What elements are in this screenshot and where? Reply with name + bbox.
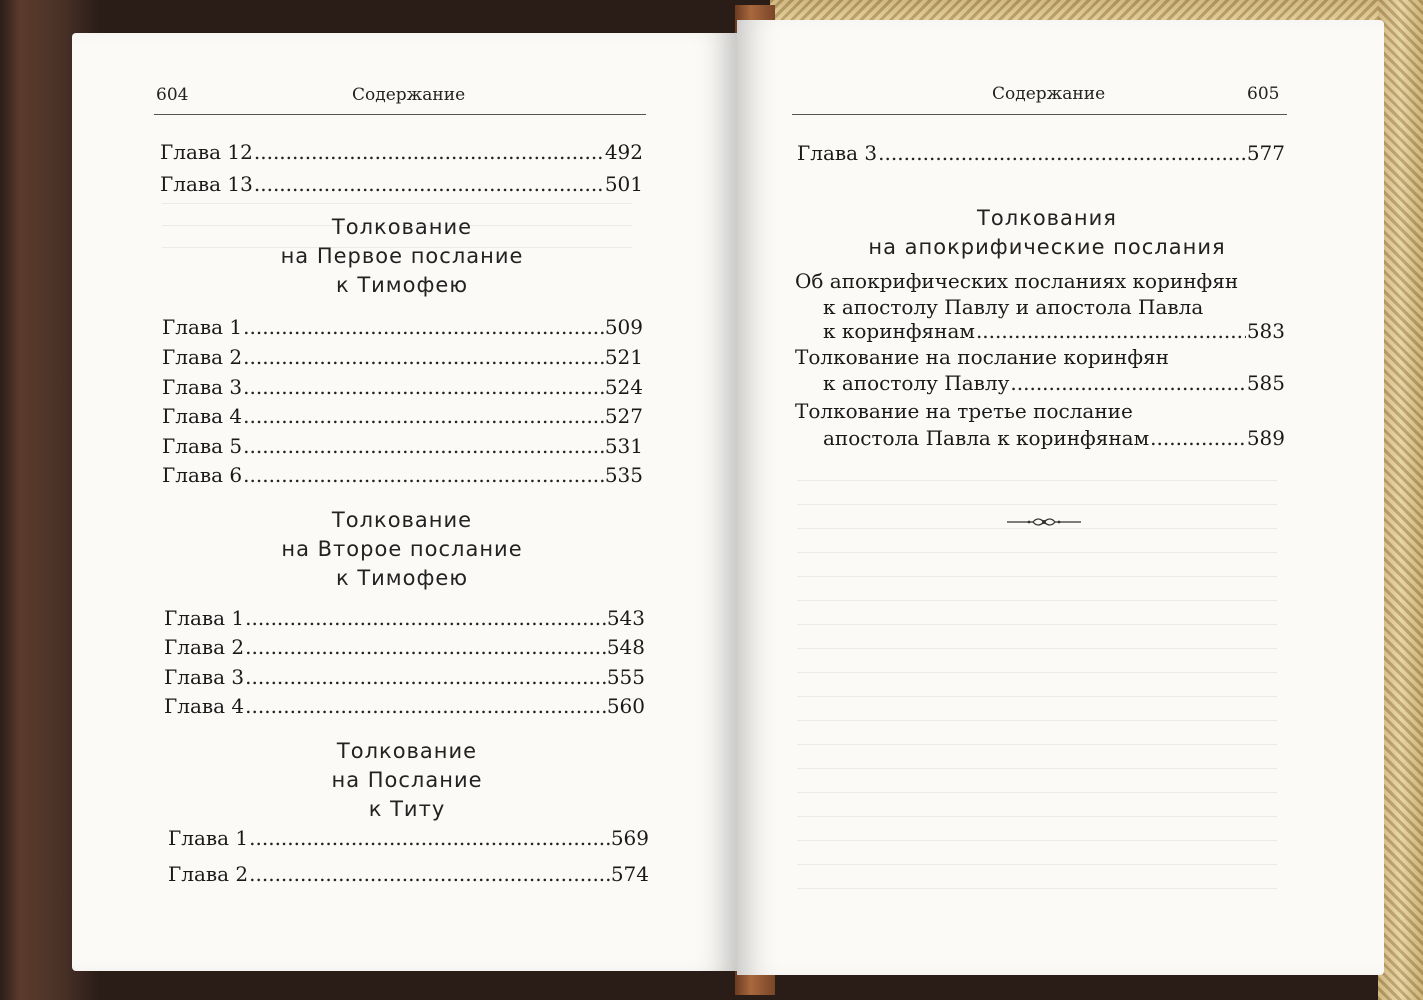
cover-right-edge: [1378, 0, 1423, 1000]
toc-entry-page: 492: [604, 140, 643, 164]
toc-entry[interactable]: [160, 139, 643, 165]
section-title-line: к Титу: [368, 797, 446, 821]
section-title: [222, 213, 582, 300]
toc-entry-page: 501: [604, 172, 643, 196]
section-title-line: к Тимофею: [335, 566, 469, 590]
section-title: [817, 204, 1277, 262]
toc-leader: [1150, 425, 1246, 451]
toc-entry-label: Глава 3: [164, 665, 245, 689]
left-page: [72, 33, 737, 971]
toc-entry[interactable]: [162, 403, 643, 429]
toc-leader: [254, 139, 604, 165]
toc-leader: [249, 825, 610, 851]
toc-entry[interactable]: [164, 693, 645, 719]
toc-entry-label: к апостолу Павлу: [823, 371, 1010, 395]
toc-leader: [245, 634, 606, 660]
section-title-line: на Первое послание: [280, 244, 524, 268]
toc-entry-label: Глава 12: [160, 140, 253, 164]
ornament-divider-icon: [1005, 514, 1083, 530]
toc-entry-label: Глава 5: [162, 434, 243, 458]
toc-entry-page: 535: [604, 463, 643, 487]
toc-entry[interactable]: [168, 861, 649, 887]
toc-leader: [243, 344, 604, 370]
toc-entry-page: 589: [1246, 426, 1285, 450]
toc-entry-page: 577: [1246, 141, 1285, 165]
toc-entry-page: 585: [1246, 371, 1285, 395]
toc-entry-page: 583: [1246, 319, 1285, 343]
section-title-line: к Тимофею: [335, 273, 469, 297]
toc-entry-text-line: Толкование на послание коринфян: [795, 345, 1169, 369]
toc-leader: [878, 140, 1246, 166]
section-title-line: на Второе послание: [281, 537, 523, 561]
toc-leader: [245, 605, 606, 631]
page-number: 605: [1247, 84, 1280, 104]
toc-entry-page: 574: [610, 862, 649, 886]
toc-entry[interactable]: [164, 634, 645, 660]
toc-entry-page: 548: [606, 635, 645, 659]
toc-entry[interactable]: [162, 462, 643, 488]
toc-entry-page: 569: [610, 826, 649, 850]
section-title-line: Толкования: [977, 206, 1117, 230]
section-title-line: Толкование: [336, 739, 478, 763]
toc-entry-label: Глава 2: [164, 635, 245, 659]
toc-entry[interactable]: [823, 370, 1285, 396]
bleed-through: [797, 480, 1277, 900]
toc-entry-label: Глава 4: [164, 694, 245, 718]
toc-entry-page: 524: [604, 375, 643, 399]
toc-entry-label: Глава 3: [162, 375, 243, 399]
toc-entry-label: Глава 2: [162, 345, 243, 369]
toc-entry-page: 521: [604, 345, 643, 369]
toc-entry-label: апостола Павла к коринфянам: [823, 426, 1150, 450]
toc-leader: [249, 861, 610, 887]
toc-entry[interactable]: [162, 344, 643, 370]
toc-entry-page: 527: [604, 404, 643, 428]
toc-entry[interactable]: [162, 374, 643, 400]
toc-entry[interactable]: [164, 664, 645, 690]
running-header: Содержание: [992, 84, 1106, 104]
section-title-line: на апокрифические послания: [868, 235, 1226, 259]
toc-leader: [243, 433, 604, 459]
toc-entry-page: 560: [606, 694, 645, 718]
toc-leader: [245, 664, 606, 690]
toc-entry-text-line: Толкование на третье послание: [795, 399, 1133, 423]
toc-entry[interactable]: [823, 318, 1285, 344]
toc-entry[interactable]: [164, 605, 645, 631]
toc-entry-page: 543: [606, 606, 645, 630]
section-title-line: Толкование: [331, 508, 473, 532]
toc-entry[interactable]: [823, 425, 1285, 451]
right-page: [737, 20, 1384, 975]
toc-leader: [243, 374, 604, 400]
running-header: Содержание: [352, 85, 466, 105]
toc-entry[interactable]: [162, 314, 643, 340]
toc-leader: [1010, 370, 1245, 396]
toc-entry-page: 555: [606, 665, 645, 689]
toc-entry-label: Глава 3: [797, 141, 878, 165]
toc-entry[interactable]: [797, 140, 1285, 166]
toc-entry[interactable]: [162, 433, 643, 459]
toc-leader: [243, 462, 604, 488]
toc-entry-page: 531: [604, 434, 643, 458]
toc-leader: [245, 693, 606, 719]
header-rule: [154, 114, 646, 115]
section-title-line: на Послание: [331, 768, 483, 792]
section-title: [227, 737, 587, 824]
toc-leader: [976, 318, 1246, 344]
toc-entry-label: Глава 13: [160, 172, 253, 196]
toc-entry-page: 509: [604, 315, 643, 339]
toc-entry-label: Глава 1: [164, 606, 245, 630]
toc-entry-label: Глава 2: [168, 862, 249, 886]
section-title: [222, 506, 582, 593]
toc-entry-label: Глава 6: [162, 463, 243, 487]
toc-entry-text-line: Об апокрифических посланиях коринфян: [795, 269, 1239, 293]
header-rule: [792, 114, 1287, 115]
page-number: 604: [156, 85, 189, 105]
toc-entry[interactable]: [168, 825, 649, 851]
toc-entry-label: Глава 1: [162, 315, 243, 339]
toc-entry-label: Глава 4: [162, 404, 243, 428]
toc-entry-text-line: к апостолу Павлу и апостола Павла: [823, 295, 1204, 319]
toc-entry-label: Глава 1: [168, 826, 249, 850]
toc-leader: [254, 171, 604, 197]
toc-leader: [243, 314, 604, 340]
toc-entry[interactable]: [160, 171, 643, 197]
toc-leader: [243, 403, 604, 429]
toc-entry-label: к коринфянам: [823, 319, 975, 343]
section-title-line: Толкование: [331, 215, 473, 239]
